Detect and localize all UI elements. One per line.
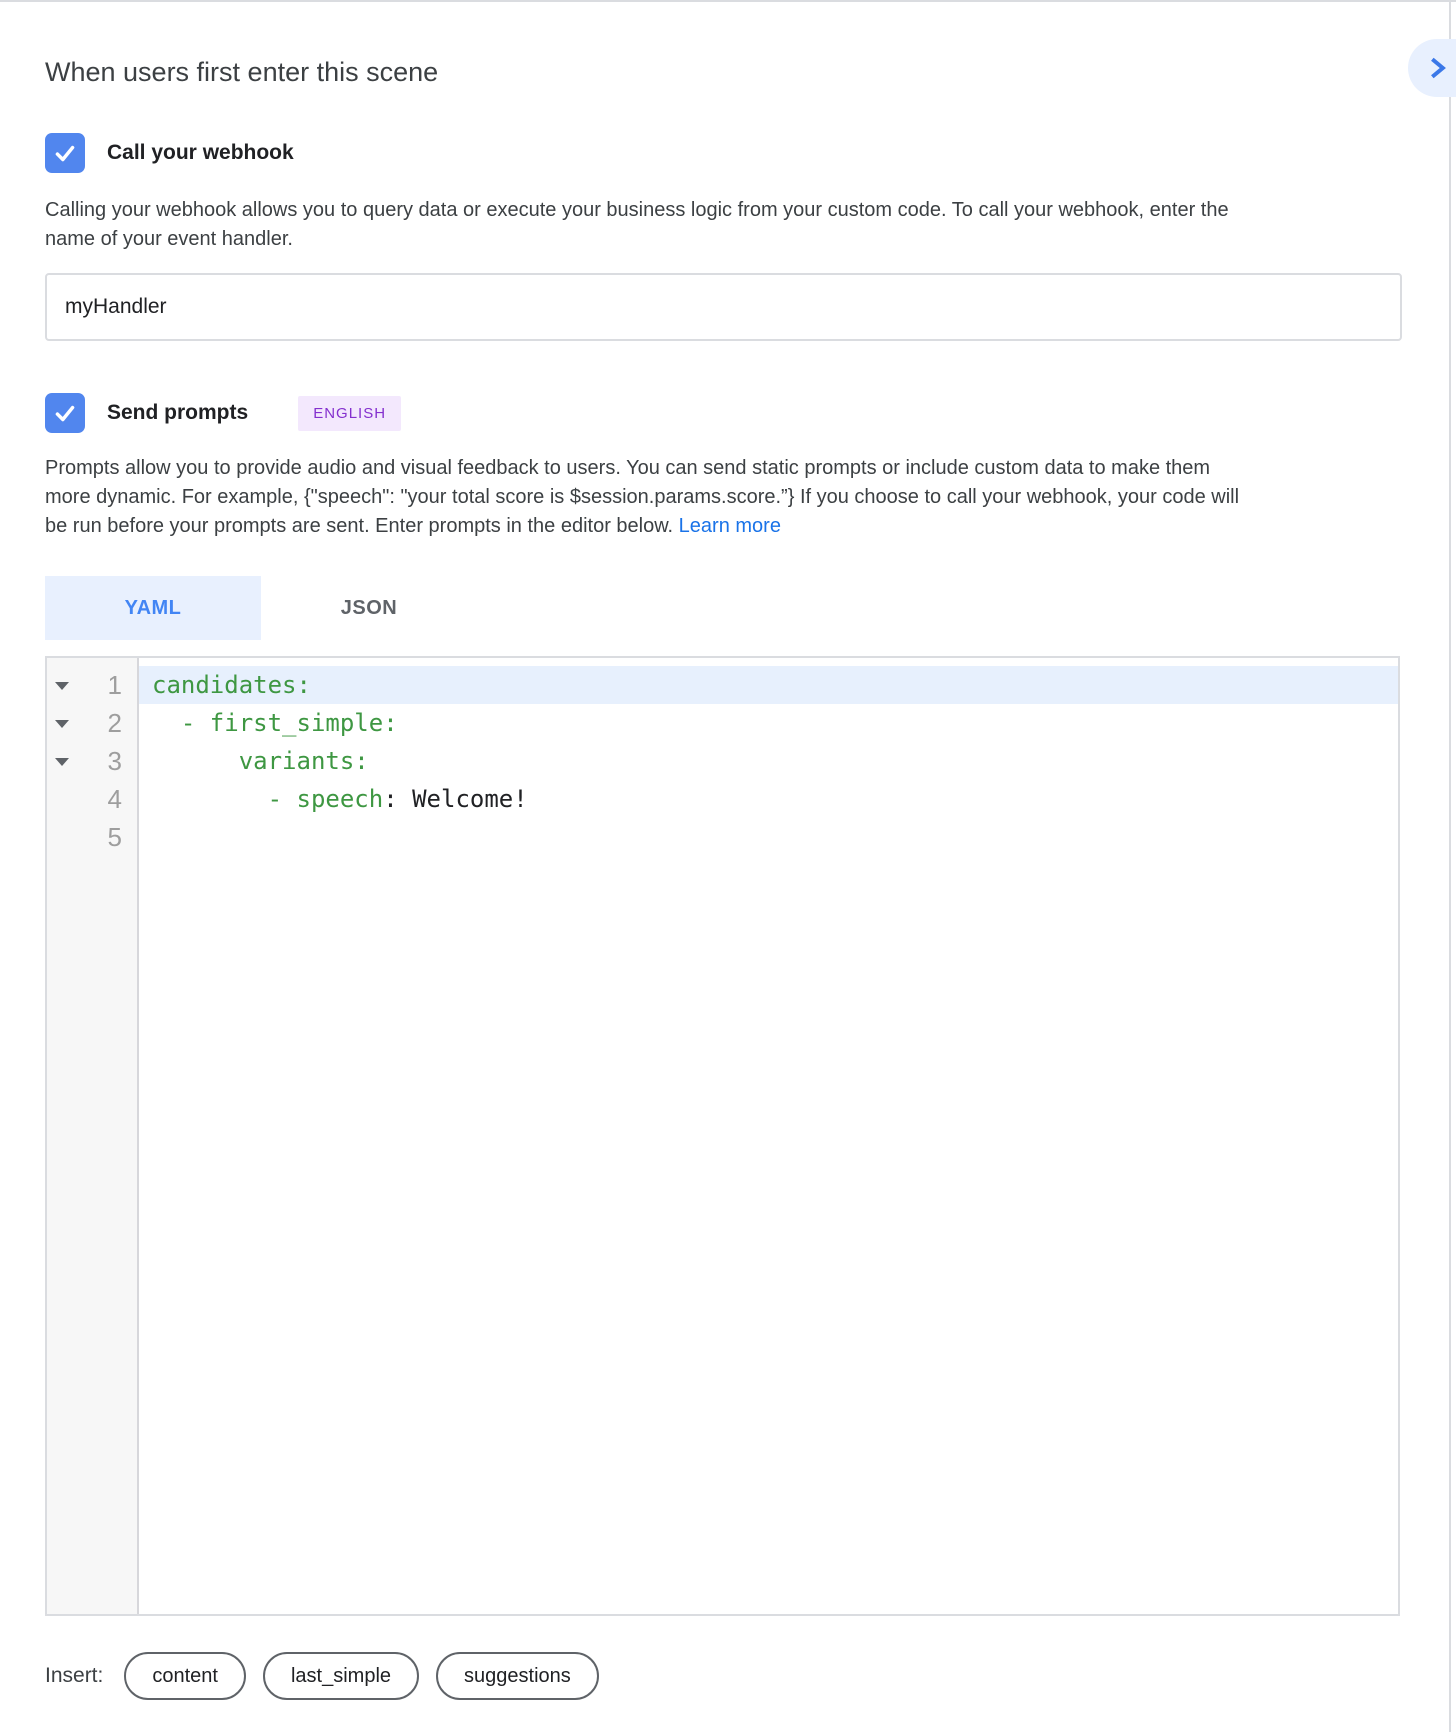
call-webhook-row [45, 133, 1456, 173]
send-prompts-label: Send prompts [107, 401, 249, 424]
code-line[interactable] [139, 818, 1398, 856]
tab-json[interactable]: JSON [261, 576, 477, 640]
editor-format-tabs [45, 576, 1456, 640]
call-webhook-label: Call your webhook [107, 141, 294, 164]
gutter-row [47, 780, 137, 818]
code-line[interactable] [139, 704, 1398, 742]
send-prompts-row [45, 393, 1456, 433]
insert-chip-last_simple[interactable]: last_simple [263, 1652, 419, 1700]
call-webhook-checkbox[interactable] [45, 133, 85, 173]
gutter-row [47, 742, 137, 780]
chevron-right-icon [1423, 54, 1451, 82]
code-token: - speech [267, 785, 384, 813]
fold-arrow-icon[interactable] [55, 720, 69, 728]
code-token [152, 709, 181, 737]
language-badge: ENGLISH [298, 396, 401, 431]
tab-yaml[interactable]: YAML [45, 576, 261, 640]
prompts-description [45, 454, 1260, 541]
checkmark-icon [52, 400, 78, 426]
code-token: candidates: [152, 671, 311, 699]
prompts-description-text: Prompts allow you to provide audio and visual feedback to users. You can send static prompts or include custom data to make them more dynamic. For example, {"speech": "your total score is $session.params.score.”} If you choose to call your webhook, your code will be run before your prompts are sent. Enter prompts in the editor below. [45, 457, 1240, 537]
send-prompts-checkbox[interactable] [45, 393, 85, 433]
panel-right-border [1449, 0, 1451, 1732]
insert-chip-content[interactable]: content [124, 1652, 246, 1700]
code-line[interactable] [139, 780, 1398, 818]
code-line[interactable] [139, 666, 1398, 704]
webhook-description: Calling your webhook allows you to query data or execute your business logic from your custom code. To call your webhook, enter the name of your event handler. [45, 199, 1229, 250]
event-handler-input[interactable] [45, 273, 1402, 341]
insert-chip-suggestions[interactable]: suggestions [436, 1652, 599, 1700]
editor-gutter [47, 658, 139, 1614]
prompt-code-editor[interactable] [45, 656, 1400, 1616]
gutter-row [47, 704, 137, 742]
fold-arrow-icon[interactable] [55, 758, 69, 766]
checkmark-icon [52, 140, 78, 166]
gutter-row [47, 666, 137, 704]
insert-row [45, 1652, 1456, 1700]
code-token: - first_simple: [180, 709, 398, 737]
line-number: 5 [107, 822, 122, 852]
line-number: 1 [107, 670, 122, 700]
code-token [152, 747, 239, 775]
code-token: : [383, 785, 413, 813]
code-token [152, 785, 268, 813]
line-number: 3 [107, 746, 122, 776]
page-title: When users first enter this scene [45, 57, 439, 87]
editor-code[interactable] [139, 658, 1398, 1614]
code-token: variants: [238, 747, 369, 775]
learn-more-link[interactable]: Learn more [678, 515, 781, 537]
line-number: 4 [107, 784, 122, 814]
insert-label: Insert: [45, 1664, 104, 1687]
fold-arrow-icon[interactable] [55, 682, 69, 690]
line-number: 2 [107, 708, 122, 738]
panel-top-border [0, 0, 1456, 2]
code-line[interactable] [139, 742, 1398, 780]
code-token: Welcome! [412, 785, 528, 813]
gutter-row [47, 818, 137, 856]
